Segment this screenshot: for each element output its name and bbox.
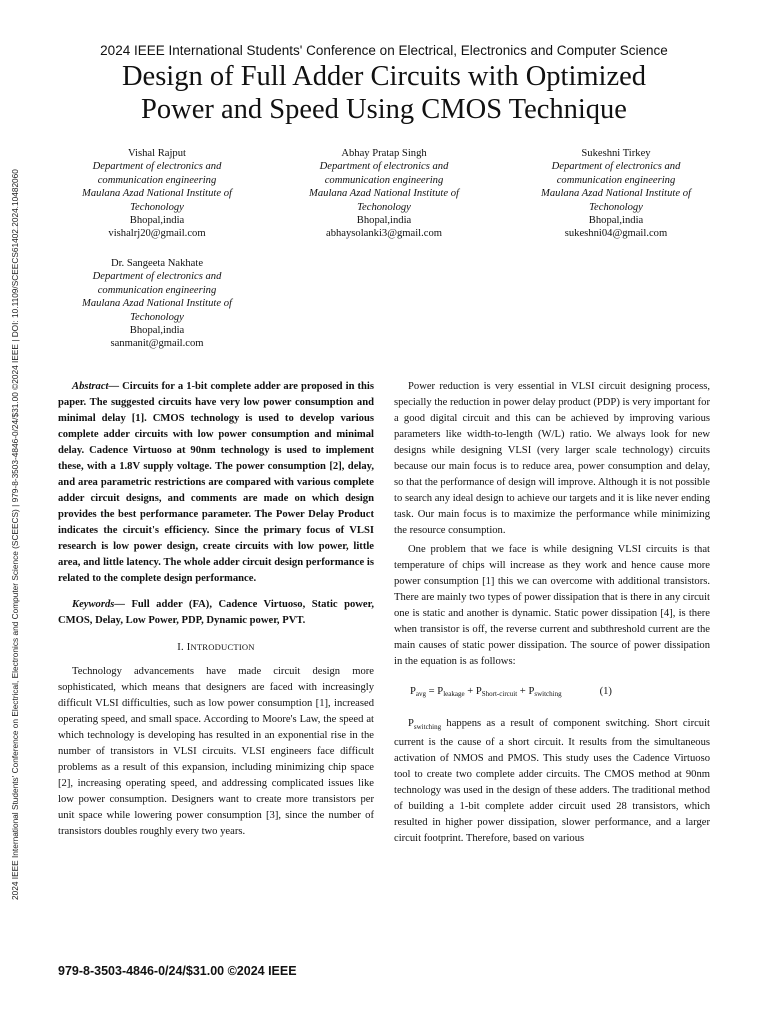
abstract <box>58 379 374 587</box>
author-email: vishalrj20@gmail.com <box>108 228 206 240</box>
author-block <box>57 257 257 351</box>
author-city: Bhopal,india <box>588 215 644 227</box>
author-institute: Maulana Azad National Institute of <box>82 188 232 200</box>
author-dept: communication engineering <box>556 174 676 186</box>
author-city: Bhopal,india <box>356 215 412 227</box>
keywords-label: Keywords— <box>72 599 125 610</box>
author-block <box>284 147 484 241</box>
author-block <box>57 147 257 241</box>
author-dept: Department of electronics and <box>551 161 681 173</box>
author-name: Abhay Pratap Singh <box>341 148 427 159</box>
abstract-label: Abstract— <box>72 381 120 392</box>
author-institute: Maulana Azad National Institute of <box>309 188 459 200</box>
author-dept: Department of electronics and <box>92 161 222 173</box>
left-column <box>58 379 374 840</box>
author-email: sanmanit@gmail.com <box>110 338 204 350</box>
author-institute: Techonology <box>130 201 184 213</box>
title-line-2: Power and Speed Using CMOS Technique <box>141 94 627 125</box>
author-institute: Techonology <box>130 311 184 323</box>
body-paragraph: One problem that we face is while designing VLSI circuits is that temperature of chips will increase as they work and hence cause more power consumption [1] this we can overcome with additional transistors. There are mainly two types of power dissipation that is there in any circuit one is static and another is dynamic. Static power dissipation [4], is there when transistor is off, the reverse current and subthreshold current are the main causes of static power dissipation. The source of power dissipation in the equation is as follows: <box>394 544 710 667</box>
right-column <box>394 379 710 847</box>
author-dept: communication engineering <box>97 174 217 186</box>
side-metadata-strip: 2024 IEEE International Students' Conference on Electrical, Electronics and Computer Science (SCEECS) | 979-8-3503-4846-0/24/$31.00 ©2024 IEEE | DOI: 10.1109/SCEECS61402.2024.10482060 <box>10 169 20 900</box>
paper-title <box>40 60 728 126</box>
copyright-footer: 979-8-3503-4846-0/24/$31.00 ©2024 IEEE <box>58 964 297 978</box>
equation-power: $P_{avg} = P_{leakage} + P_{Short-circuit} + P_{switching}$ (1) <box>410 686 612 698</box>
author-dept: communication engineering <box>97 284 217 296</box>
author-name: Vishal Rajput <box>128 148 186 159</box>
author-institute: Maulana Azad National Institute of <box>541 188 691 200</box>
equation-number: (1) <box>599 686 612 697</box>
section-heading-introduction: I. INTRODUCTION <box>177 642 255 653</box>
abstract-text: Circuits for a 1-bit complete adder are proposed in this paper. The suggested circuits have very low power consumption and minimal delay [1]. CMOS technology is used to develop various complete adder circuits with low power consumption and minimal delay. Cadence Virtuoso at 90nm technology is used to implement these, with a 1.8V supply voltage. The power consumption [2], delay, and area parametric restrictions are compared with various complete adder circuit designs, and comments are made on which design provides the best performance parameter. The Power Delay Product indicates the circuit's efficiency. Since the primary focus of VLSI research is low power design, create circuits with low power, little area, and little latency. The whole adder circuit design performance is related to the complete design performance. <box>58 381 374 584</box>
author-institute: Techonology <box>589 201 643 213</box>
conference-name: 2024 IEEE International Students' Conference on Electrical, Electronics and Computer Science <box>100 43 668 58</box>
intro-paragraph: Technology advancements have made circuit design more sophisticated, which means that designers are faced with increasingly difficult VLSI difficulties, such as low power consumption [1], increased operating speed, and small space. According to Moore's Law, the speed at which technology is developing has resulted in an exponential rise in the number of transistors in VLSI circuits. VLSI engineers face difficult problems as a result of this expansion, including minimizing chip space [2], increasing operating speed, and addressing complicated issues like low power consumption. Designers want to create more transistors per unit space while lowering power consumption [3], since the number of transistors doubles roughly every two years. <box>58 666 374 837</box>
author-block <box>516 147 716 241</box>
author-city: Bhopal,india <box>129 325 185 337</box>
author-city: Bhopal,india <box>129 215 185 227</box>
author-dept: Department of electronics and <box>319 161 449 173</box>
body-paragraph: Power reduction is very essential in VLSI circuit designing process, specially the reduction in power delay product (PDP) is very important for a good digital circuit and this can be achieved by improving various parameters like width-to-length (W/L) ratio. We always look for new designs while designing VLSI (very larger scale technology) circuits because our main focus is to reduce area, power consumption and delay, so that the performance of design will improve. Although it is not possible to search any ideal design to achieve our targets and it is like never ending task. Our main focus is to maximize the performance while minimizing the resource consumption. <box>394 381 710 536</box>
author-dept: Department of electronics and <box>92 271 222 283</box>
author-email: abhaysolanki3@gmail.com <box>326 228 442 240</box>
author-name: Sukeshni Tirkey <box>581 148 651 159</box>
author-dept: communication engineering <box>324 174 444 186</box>
keywords <box>58 597 374 629</box>
body-paragraph: $P_{switching}$ happens as a result of component switching. Short circuit current is the cause of a short circuit. It results from the simultaneous activation of NMOS and PMOS. This study uses the Cadence Virtuoso tool to create two complete adder circuits. The CMOS method at 90nm technology was used in the design of these adders. The traditional method of building a 1-bit complete adder circuit used 28 transistors, which resulted in higher power dissipation, slower performance, and a larger circuit footprint. Therefore, based on various <box>394 718 710 845</box>
author-institute: Maulana Azad National Institute of <box>82 298 232 310</box>
author-email: sukeshni04@gmail.com <box>564 228 668 240</box>
title-line-1: Design of Full Adder Circuits with Optimized <box>121 61 647 92</box>
author-institute: Techonology <box>357 201 411 213</box>
author-name: Dr. Sangeeta Nakhate <box>110 258 204 269</box>
keywords-text: Full adder (FA), Cadence Virtuoso, Static power, CMOS, Delay, Low Power, PDP, Dynamic power, PVT. <box>58 599 374 626</box>
